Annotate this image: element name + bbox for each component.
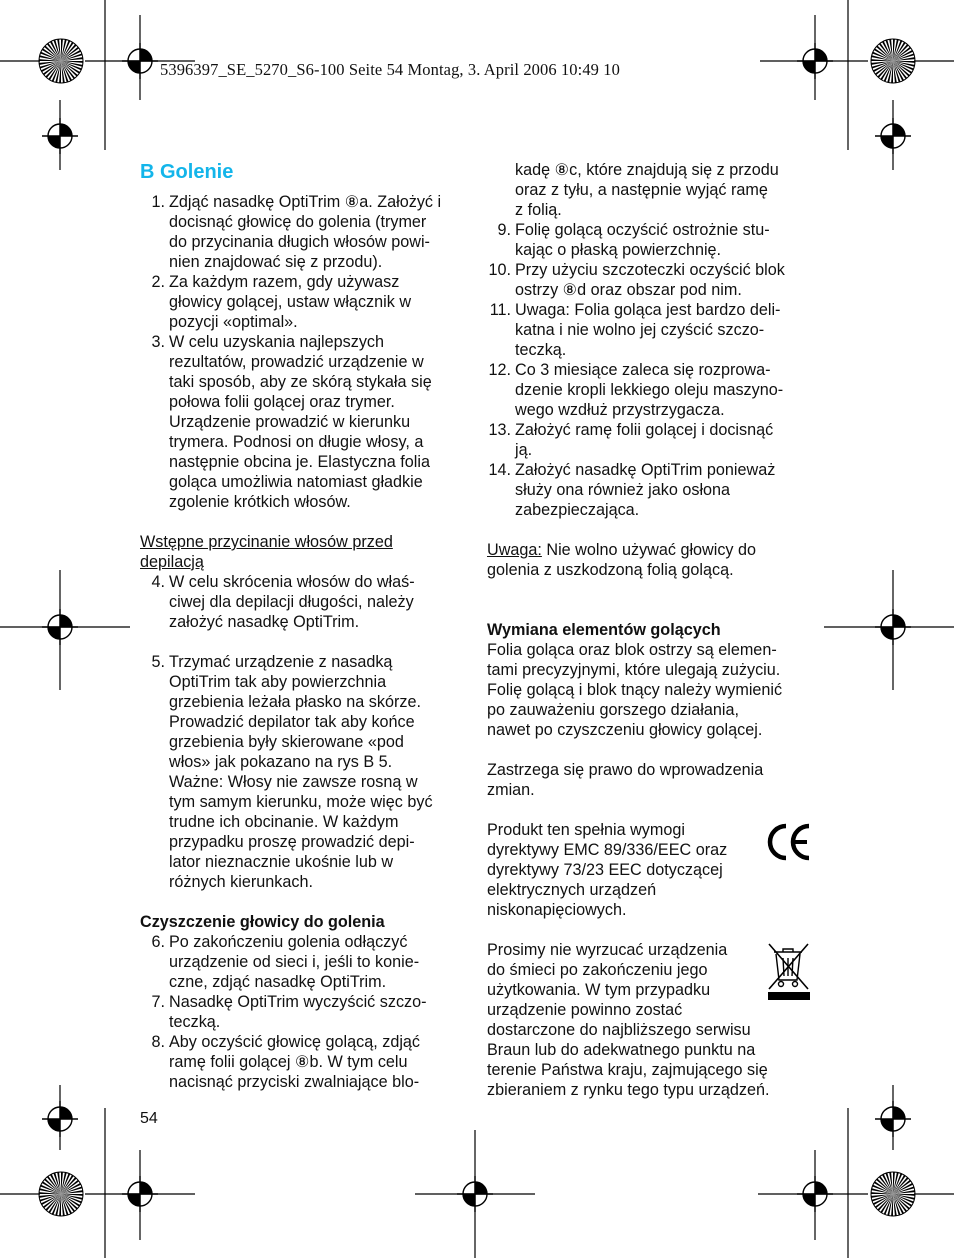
cleaning-steps-right: [487, 220, 822, 520]
cleaning-steps-left: [140, 932, 470, 1092]
list-item: [140, 192, 470, 272]
list-item: [140, 572, 470, 632]
section-title: B Golenie: [140, 161, 234, 183]
step-text-line: Ważne: Włosy nie zawsze rosną w: [169, 773, 418, 791]
text-line: do śmieci po zakończeniu jego: [487, 961, 708, 979]
starburst-mark-icon: [39, 1172, 83, 1216]
text-line: Prosimy nie wyrzucać urządzenia: [487, 941, 728, 959]
step-number: 1.: [151, 193, 165, 211]
step-text-line: dzenie kropli lekkiego oleju maszyno-: [515, 381, 784, 399]
text-line: niskonapięciowych.: [487, 901, 627, 919]
list-item: [487, 260, 822, 300]
pretrim-steps: [140, 572, 470, 892]
text-line: użytkowania. W tym przypadku: [487, 981, 711, 999]
step-text-line: Uwaga: Folia goląca jest bardzo deli-: [515, 301, 781, 319]
text-line: Folię golącą i blok tnący należy wymienić: [487, 681, 783, 699]
step-number: 6.: [151, 933, 165, 951]
step-number: 10.: [488, 261, 511, 279]
list-item: [140, 1032, 470, 1092]
registration-mark-icon: [42, 1101, 78, 1137]
step-number: 3.: [151, 333, 165, 351]
crossed-bin-icon: [766, 940, 812, 1002]
text-line: dyrektywy EMC 89/336/EEC oraz: [487, 841, 728, 859]
list-item: [487, 460, 822, 520]
step-text-line: W celu skrócenia włosów do właś-: [169, 573, 415, 591]
text-line: zbieraniem z rynku tego typu urządzeń.: [487, 1081, 770, 1099]
text-line: nawet po czyszczeniu głowicy golącej.: [487, 721, 763, 739]
text-line: Braun lub do adekwatnego punktu na: [487, 1041, 756, 1059]
step-text-line: założyć nasadkę OptiTrim.: [169, 613, 360, 631]
cleaning-heading: Czyszczenie głowicy do golenia: [140, 913, 385, 931]
step-text-line: trymera. Podnosi on długie włosy, a: [169, 433, 424, 451]
list-item: [487, 420, 822, 460]
list-item: kadę ⑧c, które znajdują się z przodu oraz z tyłu, a następnie wyjąć ramę z folią.: [515, 161, 779, 219]
step-text-line: Za każdym razem, gdy używasz: [169, 273, 400, 291]
step-text-line: zabezpieczająca.: [515, 501, 640, 519]
step-number: 7.: [151, 993, 165, 1011]
text-line: urządzenie powinno zostać: [487, 1001, 683, 1019]
text-line: zmian.: [487, 781, 535, 799]
step-text-line: Urządzenie prowadzić w kierunku: [169, 413, 411, 431]
step-text-line: Aby oczyścić głowicę golącą, zdjąć: [169, 1033, 421, 1051]
registration-mark-icon: [42, 118, 78, 154]
step-number: 2.: [151, 273, 165, 291]
registration-mark-icon: [122, 43, 158, 79]
list-item: [487, 360, 822, 420]
step-text-line: włos» jak pokazano na rys B 5.: [169, 753, 393, 771]
text-line: terenie Państwa kraju, zajmującego się: [487, 1061, 768, 1079]
step-number: 4.: [151, 573, 165, 591]
step-text-line: służy ona również jako osłona: [515, 481, 731, 499]
step-text-line: grzebienia były skierowane «pod: [169, 733, 404, 751]
step-number: 13.: [488, 421, 511, 439]
text-line: dostarczone do najbliższego serwisu: [487, 1021, 751, 1039]
step-text-line: zgolenie krótkich włosów.: [169, 493, 351, 511]
step-text-line: następnie obcina je. Elastyczna folia: [169, 453, 430, 471]
registration-mark-icon: [797, 43, 833, 79]
text-line: Produkt ten spełnia wymogi: [487, 821, 685, 839]
step-text-line: ciwej dla depilacji długości, należy: [169, 593, 414, 611]
registration-mark-icon: [875, 1101, 911, 1137]
step-number: 14.: [488, 461, 511, 479]
list-item: [487, 300, 822, 360]
step-text-line: ramę folii golącej ⑧b. W tym celu: [169, 1053, 408, 1071]
text-line: Folia goląca oraz blok ostrzy są elemen-: [487, 641, 777, 659]
step-text-line: teczką.: [169, 1013, 221, 1031]
text-line: tami precyzyjnymi, które ulegają zużyciu.: [487, 661, 781, 679]
step-text-line: pozycji «optimal».: [169, 313, 298, 331]
step-number: 11.: [489, 301, 511, 319]
replacement-heading: Wymiana elementów golących: [487, 621, 721, 639]
step-text-line: głowicy golącej, ustaw włącznik w: [169, 293, 412, 311]
step-text-line: czne, zdjąć nasadkę OptiTrim.: [169, 973, 387, 991]
step-text-line: ją.: [515, 441, 533, 459]
list-item: [140, 332, 470, 512]
step-text-line: Folię golącą oczyścić ostrożnie stu-: [515, 221, 770, 239]
step-text-line: grzebienia leżała płasko na skórze.: [169, 693, 421, 711]
step-text-line: urządzenie od sieci i, jeśli to konie-: [169, 953, 420, 971]
step-text-line: rezultatów, prowadzić urządzenie w: [169, 353, 424, 371]
step-text-line: Przy użyciu szczoteczki oczyścić blok: [515, 261, 785, 279]
rights-text: [487, 760, 822, 800]
step-text-line: Co 3 miesiące zaleca się rozprowa-: [515, 361, 771, 379]
step-text-line: różnych kierunkach.: [169, 873, 313, 891]
step-text-line: kając o płaską powierzchnię.: [515, 241, 722, 259]
step-text-line: tym samym kierunku, może więc być: [169, 793, 433, 811]
registration-mark-icon: [122, 1176, 158, 1212]
step-text-line: ostrzy ⑧d oraz obszar pod nim.: [515, 281, 742, 299]
registration-mark-icon: [42, 609, 78, 645]
step-text-line: do przycinania długich włosów powi-: [169, 233, 430, 251]
registration-mark-icon: [457, 1176, 493, 1212]
step-text-line: docisnąć głowicę do golenia (trymer: [169, 213, 427, 231]
starburst-mark-icon: [871, 39, 915, 83]
list-item: [140, 652, 470, 892]
starburst-mark-icon: [39, 39, 83, 83]
list-item: [140, 932, 470, 992]
registration-mark-icon: [875, 118, 911, 154]
step-number: 8.: [151, 1033, 165, 1051]
text-line: po zauważeniu gorszego działania,: [487, 701, 739, 719]
print-header: 5396397_SE_5270_S6-100 Seite 54 Montag, 3. April 2006 10:49 10: [160, 60, 620, 79]
warning-note: Uwaga: Nie wolno używać głowicy do golenia z uszkodzoną folią golącą.: [487, 541, 757, 579]
text-line: dyrektywy 73/23 EEC dotyczącej: [487, 861, 723, 879]
registration-mark-icon: [797, 1176, 833, 1212]
step-8-continuation: [487, 160, 822, 220]
list-item: [140, 272, 470, 332]
list-item: [487, 220, 822, 260]
list-item: [140, 992, 470, 1032]
step-text-line: Prowadzić depilator tak aby końce: [169, 713, 415, 731]
replacement-text: [487, 640, 822, 740]
step-text-line: Trzymać urządzenie z nasadką: [169, 653, 393, 671]
step-text-line: W celu uzyskania najlepszych: [169, 333, 385, 351]
text-line: elektrycznych urządzeń: [487, 881, 657, 899]
step-number: 12.: [488, 361, 511, 379]
step-text-line: Zdjąć nasadkę OptiTrim ⑧a. Założyć i: [169, 193, 442, 211]
step-text-line: Założyć ramę folii golącej i docisnąć: [515, 421, 774, 439]
text-line: Zastrzega się prawo do wprowadzenia: [487, 761, 764, 779]
warning-label: Uwaga:: [487, 541, 542, 559]
step-text-line: połowa folii golącej oraz trymer.: [169, 393, 395, 411]
step-text-line: lator nieznacznie ukośnie lub w: [169, 853, 394, 871]
step-number: 9.: [497, 221, 511, 239]
step-text-line: nien znajdować się z przodu).: [169, 253, 383, 271]
ce-mark-icon: [766, 822, 812, 862]
step-text-line: katna i nie wolno jej czyścić szczo-: [515, 321, 765, 339]
step-text-line: Po zakończeniu golenia odłączyć: [169, 933, 408, 951]
pretrim-heading: Wstępne przycinanie włosów przed depilacją: [140, 533, 393, 571]
step-text-line: Nasadkę OptiTrim wyczyścić szczo-: [169, 993, 427, 1011]
step-text-line: taki sposób, aby ze skórą stykała się: [169, 373, 432, 391]
step-text-line: przypadku proszę prowadzić depi-: [169, 833, 415, 851]
step-text-line: nacisnąć przyciski zwalniające blo-: [169, 1073, 420, 1091]
step-number: 5.: [151, 653, 165, 671]
step-text-line: teczką.: [515, 341, 567, 359]
step-text-line: wego wzdłuż przystrzygacza.: [515, 401, 725, 419]
step-text-line: goląca umożliwia natomiast gładkie: [169, 473, 423, 491]
starburst-mark-icon: [871, 1172, 915, 1216]
shaving-steps: [140, 192, 470, 512]
step-text-line: OptiTrim tak aby powierzchnia: [169, 673, 387, 691]
registration-mark-icon: [875, 609, 911, 645]
step-text-line: trudne ich obcinanie. W każdym: [169, 813, 399, 831]
page-number: 54: [140, 1110, 158, 1127]
step-text-line: Założyć nasadkę OptiTrim ponieważ: [515, 461, 776, 479]
left-column: [140, 160, 470, 1092]
